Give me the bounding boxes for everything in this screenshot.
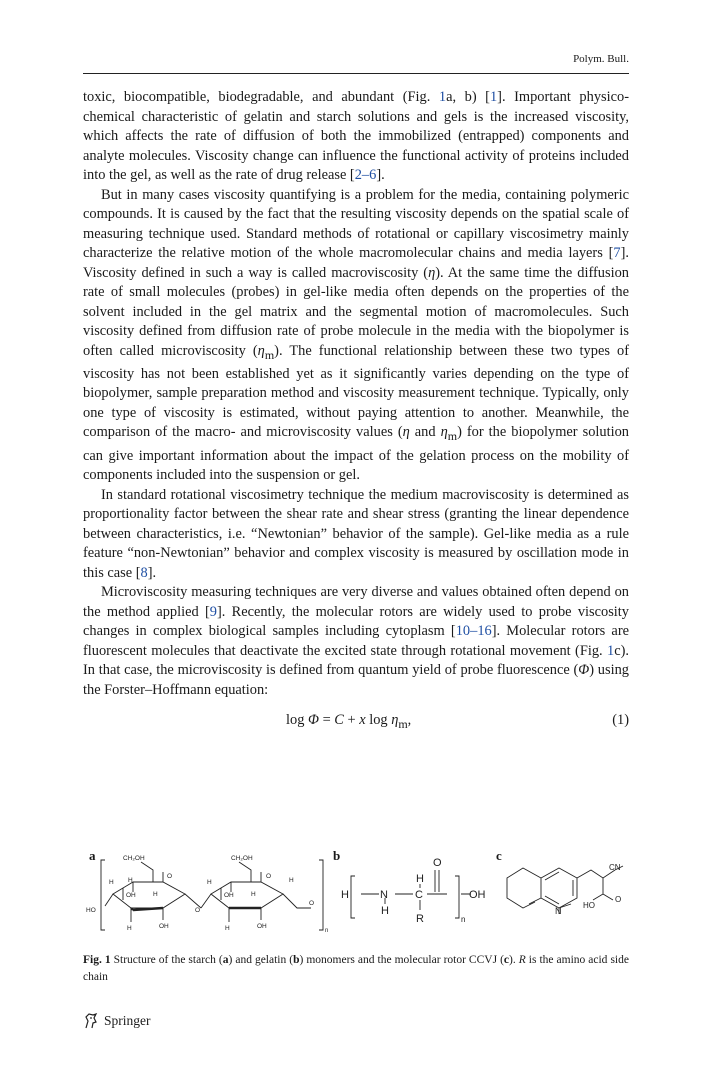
citation-link[interactable]: 10–16: [455, 623, 492, 640]
gelatin-r-label: R: [416, 913, 424, 925]
publisher-footer: [83, 1012, 151, 1030]
caption-text: ) and gelatin (: [228, 954, 294, 966]
starch-oh-label: OH: [126, 892, 136, 899]
starch-h-label: H: [128, 877, 133, 884]
running-head: Polym. Bull.: [573, 53, 629, 65]
eq-x: x: [359, 712, 366, 729]
caption-panel-ref: a: [222, 954, 229, 966]
starch-repeat-n-label: n: [325, 928, 329, 934]
figure-reference-link[interactable]: 1: [607, 642, 615, 659]
equation-1: [83, 712, 629, 736]
eq-plus: +: [343, 712, 360, 729]
ccvj-o-label: O: [615, 895, 622, 904]
caption-panel-ref: b: [293, 954, 300, 966]
text-segment: ]. Molecular rotors are fluorescent molecules that deactivate the excited state through rotational movement (Fig.: [83, 623, 629, 659]
citation-link[interactable]: 1: [489, 89, 498, 105]
subscript-m: m: [447, 429, 458, 444]
gelatin-repeat-n-label: n: [461, 915, 466, 924]
gelatin-h-label: H: [381, 905, 389, 917]
text-segment: ) for the biopolymer solution can give important information about the impact of the gelation process on the mobility of components included into the suspension or gel.: [83, 424, 629, 484]
starch-h-label: H: [225, 925, 230, 932]
caption-text: Structure of the starch (: [110, 954, 223, 966]
text-segment: But in many cases viscosity quantifying is a problem for the media, containing polymeric compounds. It is caused by the fact that the resulting viscosity depends on the spatial scale of measuring technique used. Standard methods of rotational or capillary viscosimetry mainly characterize the relative motion of the whole macromolecular chains and media layers [: [83, 186, 629, 261]
text-segment: c). In that case, the microviscosity is defined from quantum yield of probe fluorescence (: [83, 642, 629, 679]
springer-horse-icon: [83, 1012, 99, 1030]
eq-phi: Φ: [308, 712, 319, 729]
starch-h-label: H: [127, 925, 132, 932]
figure-1: [83, 848, 629, 944]
subscript-m: m: [264, 347, 275, 362]
starch-h-label: H: [153, 891, 158, 898]
equation-body: [286, 712, 411, 732]
citation-link[interactable]: 9: [209, 603, 217, 620]
starch-oh-label: OH: [224, 892, 234, 899]
text-segment: ]. Important physico-chemical characteristic of gelatin and starch solutions and gels is the increased viscosity, which affects the rate of diffusion of both the immobilized (entrapped) components and analyte molecules. Viscosity change can influence the functional activity of proteins included into the gel, as well as the rate of drug release [: [83, 89, 629, 183]
starch-h-label: H: [251, 891, 256, 898]
publisher-name: Springer: [104, 1013, 151, 1028]
gelatin-oh-label: OH: [469, 889, 486, 901]
paragraph-1: [83, 88, 629, 186]
text-segment: ]. Recently, the molecular rotors are widely used to probe viscosity changes in complex biological samples including cytoplasm [: [83, 603, 629, 640]
text-segment: a, b) [: [446, 89, 490, 105]
eq-comma: ,: [407, 712, 412, 729]
paragraph-3: [83, 486, 629, 584]
starch-ho-label: HO: [86, 907, 96, 914]
starch-h-label: H: [109, 879, 114, 886]
text-segment: ) using the Forster–Hoffmann equation:: [83, 662, 629, 698]
citation-link[interactable]: 7: [613, 245, 621, 261]
ccvj-structure: [507, 866, 623, 914]
starch-h-label: H: [289, 877, 294, 884]
gelatin-c-label: C: [415, 889, 423, 901]
eq-equals: =: [318, 712, 335, 729]
symbol-eta: η: [257, 342, 265, 359]
text-segment: Microviscosity measuring techniques are very diverse and values obtained often depend on the method applied [: [83, 584, 629, 620]
caption-panel-ref: c: [503, 954, 510, 966]
starch-o-label: O: [309, 900, 315, 907]
ccvj-cn-label: CN: [609, 863, 621, 872]
caption-text: ).: [509, 954, 519, 966]
symbol-eta: η: [402, 424, 410, 441]
starch-o-label: O: [167, 873, 173, 880]
symbol-phi: Φ: [578, 662, 590, 679]
gelatin-structure: [351, 870, 471, 918]
starch-h-label: H: [207, 879, 212, 886]
ccvj-ho-label: HO: [583, 901, 595, 910]
text-segment: ). The functional relationship between these two types of viscosity has not been established yet as it significantly varies depending on the type of biopolymer, sample preparation method and viscosity measurement technique. Typically, only one type of viscosity is estimated, without paying attention to another. Meanwhile, the comparison of the macro- and microviscosity values (: [83, 342, 629, 441]
paragraph-2: [83, 186, 629, 486]
text-segment: ). At the same time the diffusion rate of small molecules (probes) in gel-like media often depends on the properties of the solvent included in the gel matrix and the segmental motion of macromolecules. Such viscosity defined from diffusion rate of probe molecule in the media with the biopolymer is often called microviscosity (: [83, 264, 629, 359]
equation-number: (1): [612, 712, 629, 729]
caption-text: is the amino acid side chain: [83, 954, 629, 983]
body-text: [83, 88, 629, 736]
symbol-eta: η: [428, 264, 436, 281]
eq-log: log: [286, 712, 308, 729]
citation-link[interactable]: 2–6: [354, 167, 377, 183]
eq-log: log: [365, 712, 392, 729]
starch-ch2oh-left-label: CH₂OH: [123, 855, 145, 862]
eq-subscript-m: m: [398, 717, 408, 732]
panel-label-c: c: [496, 848, 502, 863]
starch-o-label: O: [266, 873, 272, 880]
starch-oh-label: OH: [159, 923, 169, 930]
caption-text: ) monomers and the molecular rotor CCVJ (: [299, 954, 504, 966]
figure-reference-link[interactable]: 1: [438, 89, 447, 105]
gelatin-h-label: H: [416, 873, 424, 885]
gelatin-o-label: O: [433, 857, 442, 869]
text-segment: In standard rotational viscosimetry technique the medium macroviscosity is determined as proportionality factor between the shear rate and shear stress (granting the linear dependence between characteristics, i.e. “Newtonian” behavior of the sample). Gel-like media as a rule feature “non-Newtonian” behavior and complex viscosity is measured by oscillation mode in this case [: [83, 486, 629, 581]
eq-c: C: [334, 712, 344, 729]
figure-caption: [83, 952, 629, 986]
text-segment: toxic, biocompatible, biodegradable, and abundant (Fig.: [83, 89, 439, 105]
eq-eta: η: [391, 712, 399, 729]
starch-ch2oh-right-label: CH₂OH: [231, 855, 253, 862]
gelatin-h-label: H: [341, 889, 349, 901]
ccvj-n-label: N: [555, 906, 562, 916]
text-segment: ].: [147, 564, 157, 581]
panel-label-b: b: [333, 848, 341, 863]
starch-o-label: O: [195, 907, 201, 914]
text-segment: ]. Viscosity defined in such a way is called macroviscosity (: [83, 245, 629, 281]
citation-link[interactable]: 8: [140, 564, 148, 581]
text-segment: and: [409, 424, 441, 441]
gelatin-n-label: N: [380, 889, 388, 901]
header-rule: [83, 73, 629, 74]
paragraph-4: [83, 583, 629, 700]
symbol-eta: η: [440, 424, 448, 441]
caption-symbol-r: R: [518, 954, 526, 966]
starch-oh-label: OH: [257, 923, 267, 930]
chemical-structures-diagram: [83, 848, 629, 944]
text-segment: ].: [376, 167, 385, 183]
panel-label-a: a: [89, 848, 96, 863]
caption-label: Fig. 1: [83, 954, 111, 966]
